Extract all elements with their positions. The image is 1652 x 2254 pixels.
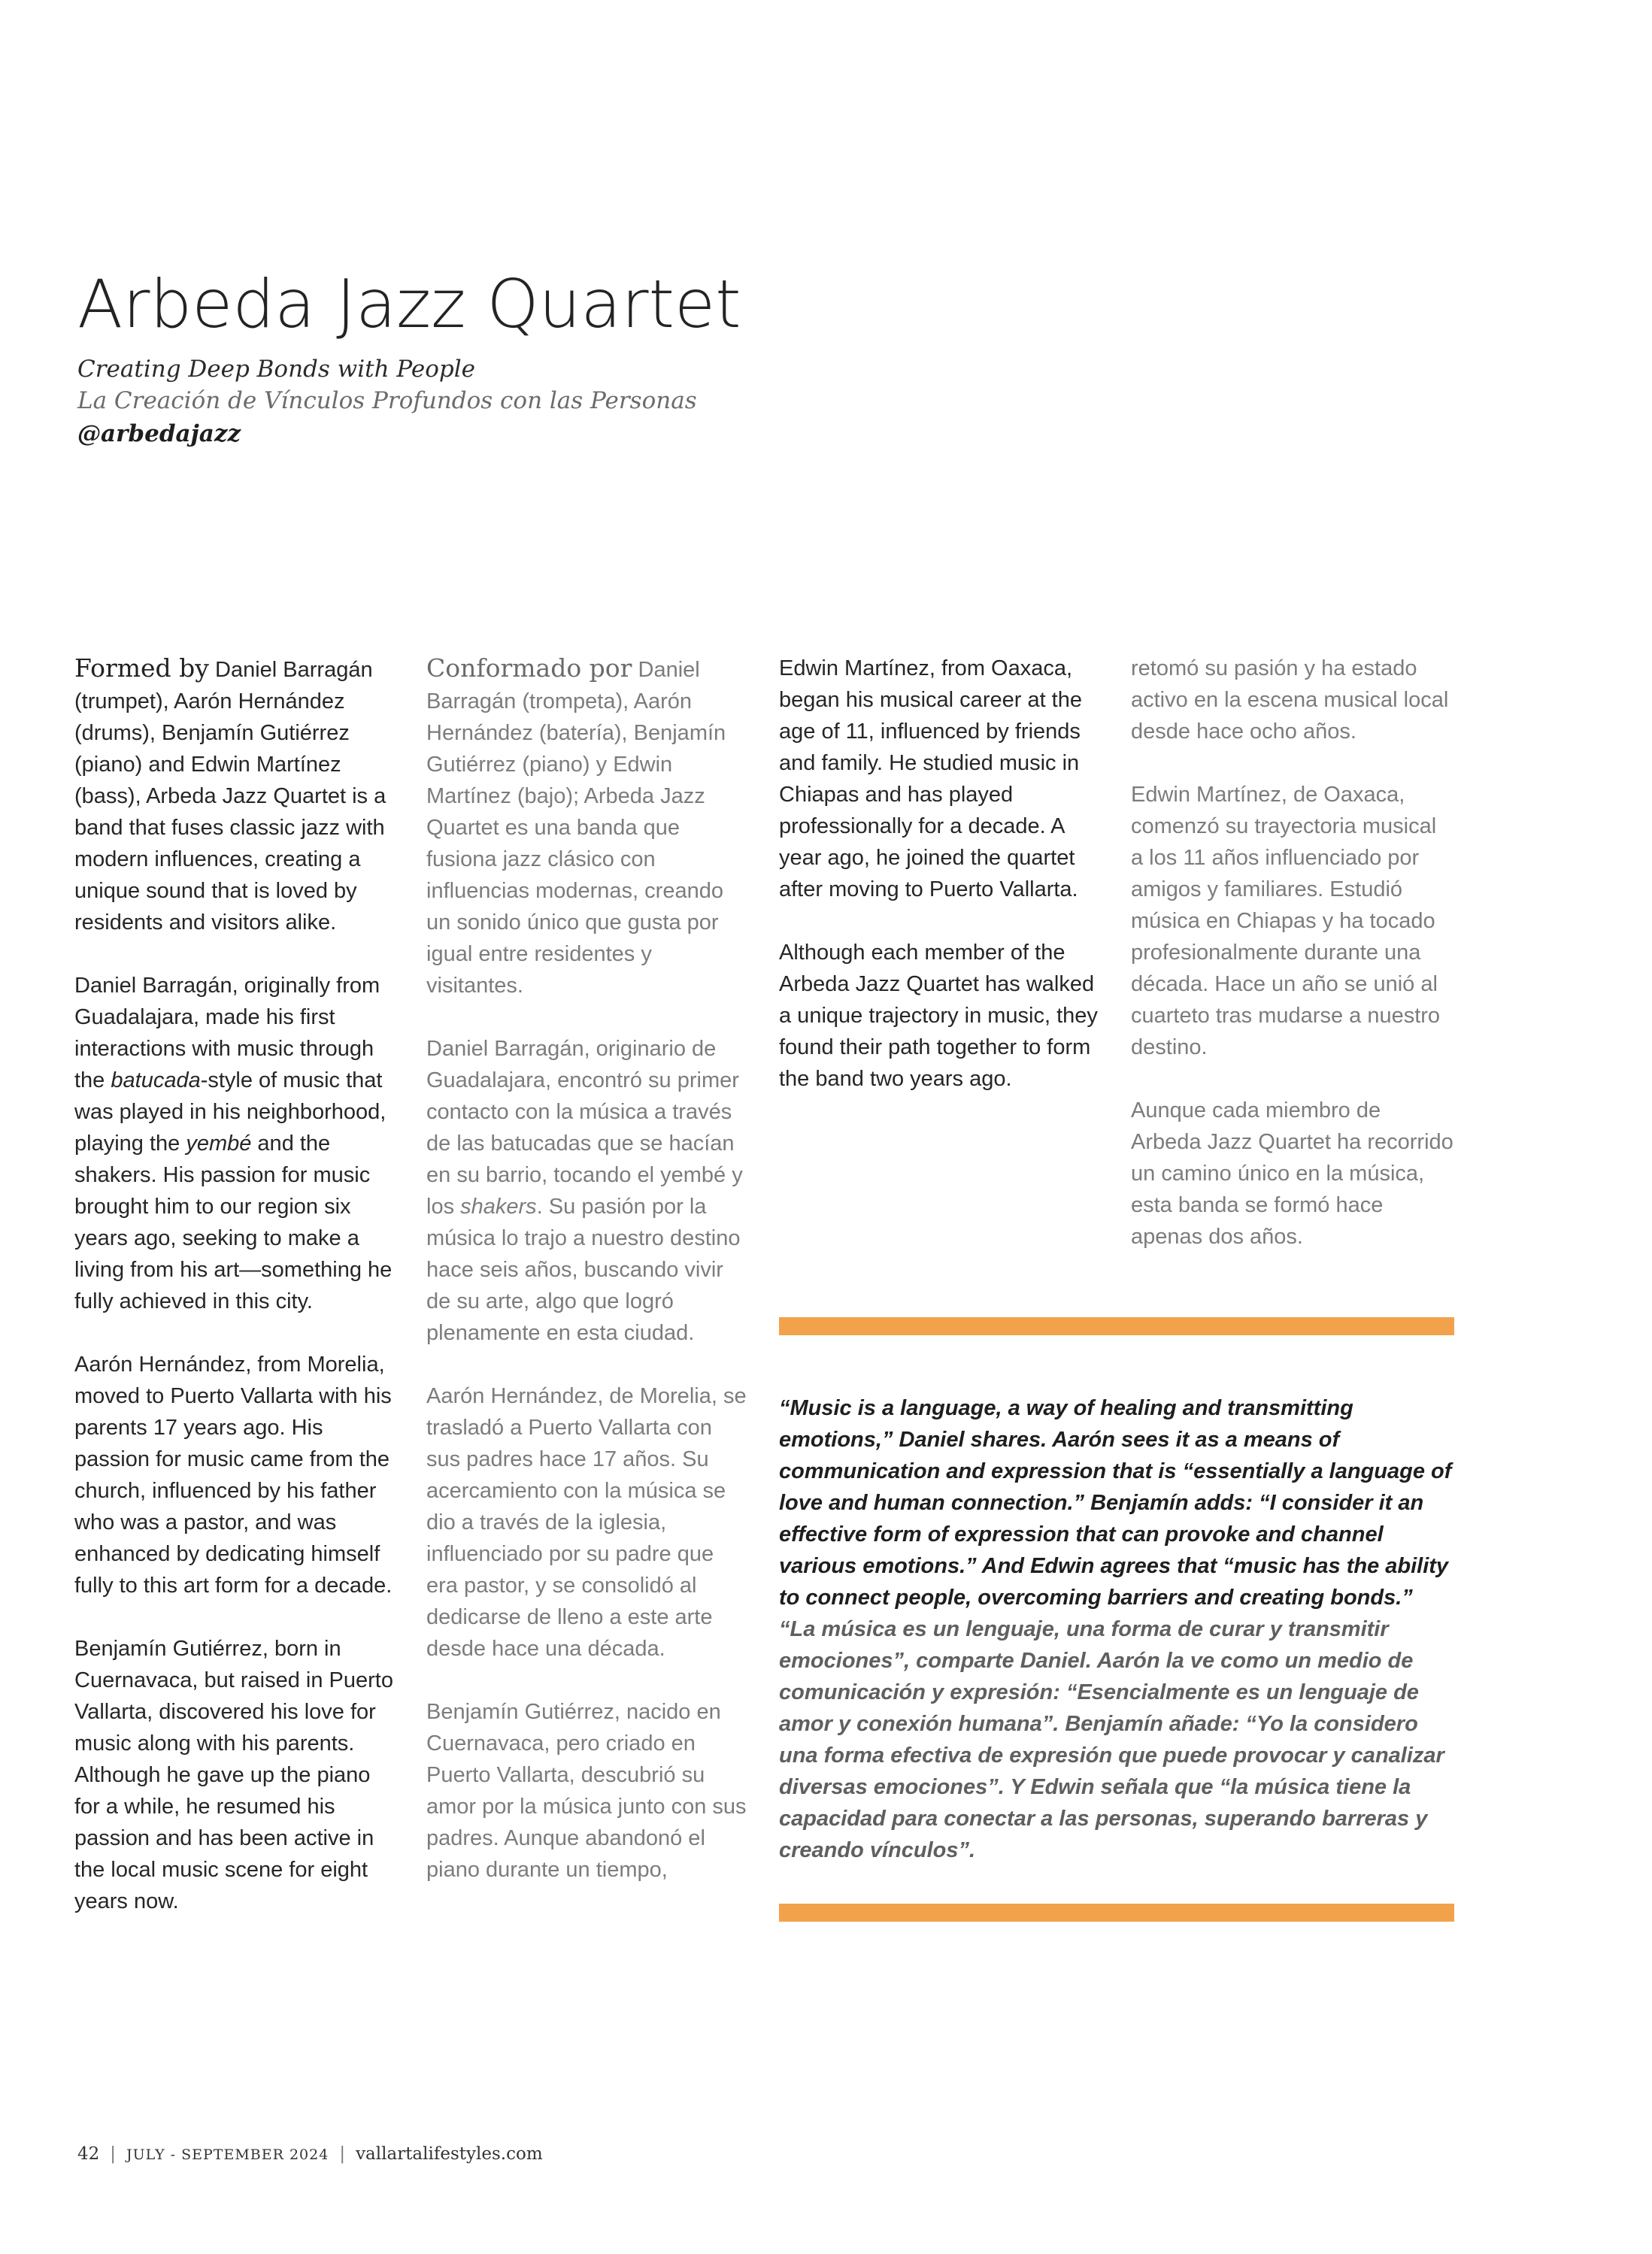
subtitle-spanish: La Creación de Vínculos Profundos con las Personas <box>77 387 697 414</box>
separator: | <box>339 2144 346 2164</box>
separator: | <box>110 2144 117 2164</box>
paragraph: Daniel Barragán, originario de Guadalajara, encontró su primer contacto con la música a través de las batucadas que se hacían en su barrio, tocando el yembé y los shakers. Su pasión por la música lo trajo a nuestro destino hace seis años, buscando vivir de su arte, algo que logró plenamente en esta ciudad. <box>426 1037 743 1345</box>
paragraph: Conformado por Daniel Barragán (trompeta), Aarón Hernández (batería), Benjamín Gutiérrez (piano) y Edwin Martínez (bajo); Arbeda Jazz Quartet es una banda que fusiona jazz clásico con influencias modernas, creando un sonido único que gusta por igual entre residentes y visitantes. <box>426 653 726 998</box>
issue-date: JULY - SEPTEMBER 2024 <box>126 2146 329 2163</box>
subtitle-english: Creating Deep Bonds with People <box>77 356 475 383</box>
accent-bar-bottom <box>779 1904 1454 1922</box>
page-footer <box>77 2144 543 2164</box>
lead-in: Formed by <box>74 653 209 683</box>
article-title: Arbeda Jazz Quartet <box>77 265 741 343</box>
paragraph: Although each member of the Arbeda Jazz Quartet has walked a unique trajectory in music, they found their path together to form the band two years ago. <box>779 941 1098 1091</box>
pull-quote <box>779 1392 1454 1866</box>
column-spanish-1 <box>426 653 750 1917</box>
website-link[interactable]: vallartalifestyles.com <box>356 2144 543 2164</box>
column-english-2 <box>779 653 1102 1126</box>
accent-bar-top <box>779 1317 1454 1335</box>
pull-quote-english: “Music is a language, a way of healing and transmitting emotions,” Daniel shares. Aarón sees it as a means of communication and expression that is “essentially a language of love and human connection.” Benjamín adds: “I consider it an effective form of expression that can provoke and channel various emotions.” And Edwin agrees that “music has the ability to connect people, overcoming barriers and creating bonds.” <box>779 1396 1452 1610</box>
paragraph: Edwin Martínez, from Oaxaca, began his musical career at the age of 11, influenced by friends and family. He studied music in Chiapas and has played professionally for a decade. A year ago, he joined the quartet after moving to Puerto Vallarta. <box>779 656 1082 901</box>
paragraph: Daniel Barragán, originally from Guadalajara, made his first interactions with music through the batucada-style of music that was played in his neighborhood, playing the yembé and the shakers. His passion for music brought him to our region six years ago, seeking to make a living from his art—something he fully achieved in this city. <box>74 974 393 1313</box>
paragraph: Edwin Martínez, de Oaxaca, comenzó su trayectoria musical a los 11 años influenciado por amigos y familiares. Estudió música en Chiapas y ha tocado profesionalmente durante una década. Hace un año se unió al cuarteto tras mudarse a nuestro destino. <box>1131 783 1441 1059</box>
paragraph: Aunque cada miembro de Arbeda Jazz Quartet ha recorrido un camino único en la música, esta banda se formó hace apenas dos años. <box>1131 1098 1453 1249</box>
pull-quote-spanish: “La música es un lenguaje, una forma de curar y transmitir emociones”, comparte Daniel. Aarón la ve como un medio de comunicación y expresión: “Esencialmente es un lenguaje de amor y conexión humana”. Benjamín añade: “Yo la considero una forma efectiva de expresión que puede provocar y canalizar diversas emociones”. Y Edwin señala que “la música tiene la capacidad para conectar a las personas, superando barreras y creando vínculos”. <box>779 1617 1444 1862</box>
column-english-1 <box>74 653 398 1949</box>
paragraph: Aarón Hernández, de Morelia, se trasladó a Puerto Vallarta con sus padres hace 17 años. Su acercamiento con la música se dio a través de la iglesia, influenciado por su padre que era pastor, y se consolidó al dedicarse de lleno a este arte desde hace una década. <box>426 1384 747 1661</box>
social-handle: @arbedajazz <box>77 420 241 447</box>
lead-in: Conformado por <box>426 653 632 683</box>
paragraph: retomó su pasión y ha estado activo en la escena musical local desde hace ocho años. <box>1131 656 1449 744</box>
paragraph: Aarón Hernández, from Morelia, moved to Puerto Vallarta with his parents 17 years ago. His passion for music came from the church, influenced by his father who was a pastor, and was enhanced by dedicating himself fully to this art form for a decade. <box>74 1353 393 1598</box>
paragraph: Benjamín Gutiérrez, nacido en Cuernavaca, pero criado en Puerto Vallarta, descubrió su amor por la música junto con sus padres. Aunque abandonó el piano durante un tiempo, <box>426 1700 747 1882</box>
paragraph: Formed by Daniel Barragán (trumpet), Aarón Hernández (drums), Benjamín Gutiérrez (piano) and Edwin Martínez (bass), Arbeda Jazz Quartet is a band that fuses classic jazz with modern influences, creating a unique sound that is loved by residents and visitors alike. <box>74 653 386 935</box>
page-number: 42 <box>77 2144 100 2164</box>
column-spanish-2 <box>1131 653 1454 1284</box>
paragraph: Benjamín Gutiérrez, born in Cuernavaca, but raised in Puerto Vallarta, discovered his love for music along with his parents. Although he gave up the piano for a while, he resumed his passion and has been active in the local music scene for eight years now. <box>74 1637 393 1913</box>
